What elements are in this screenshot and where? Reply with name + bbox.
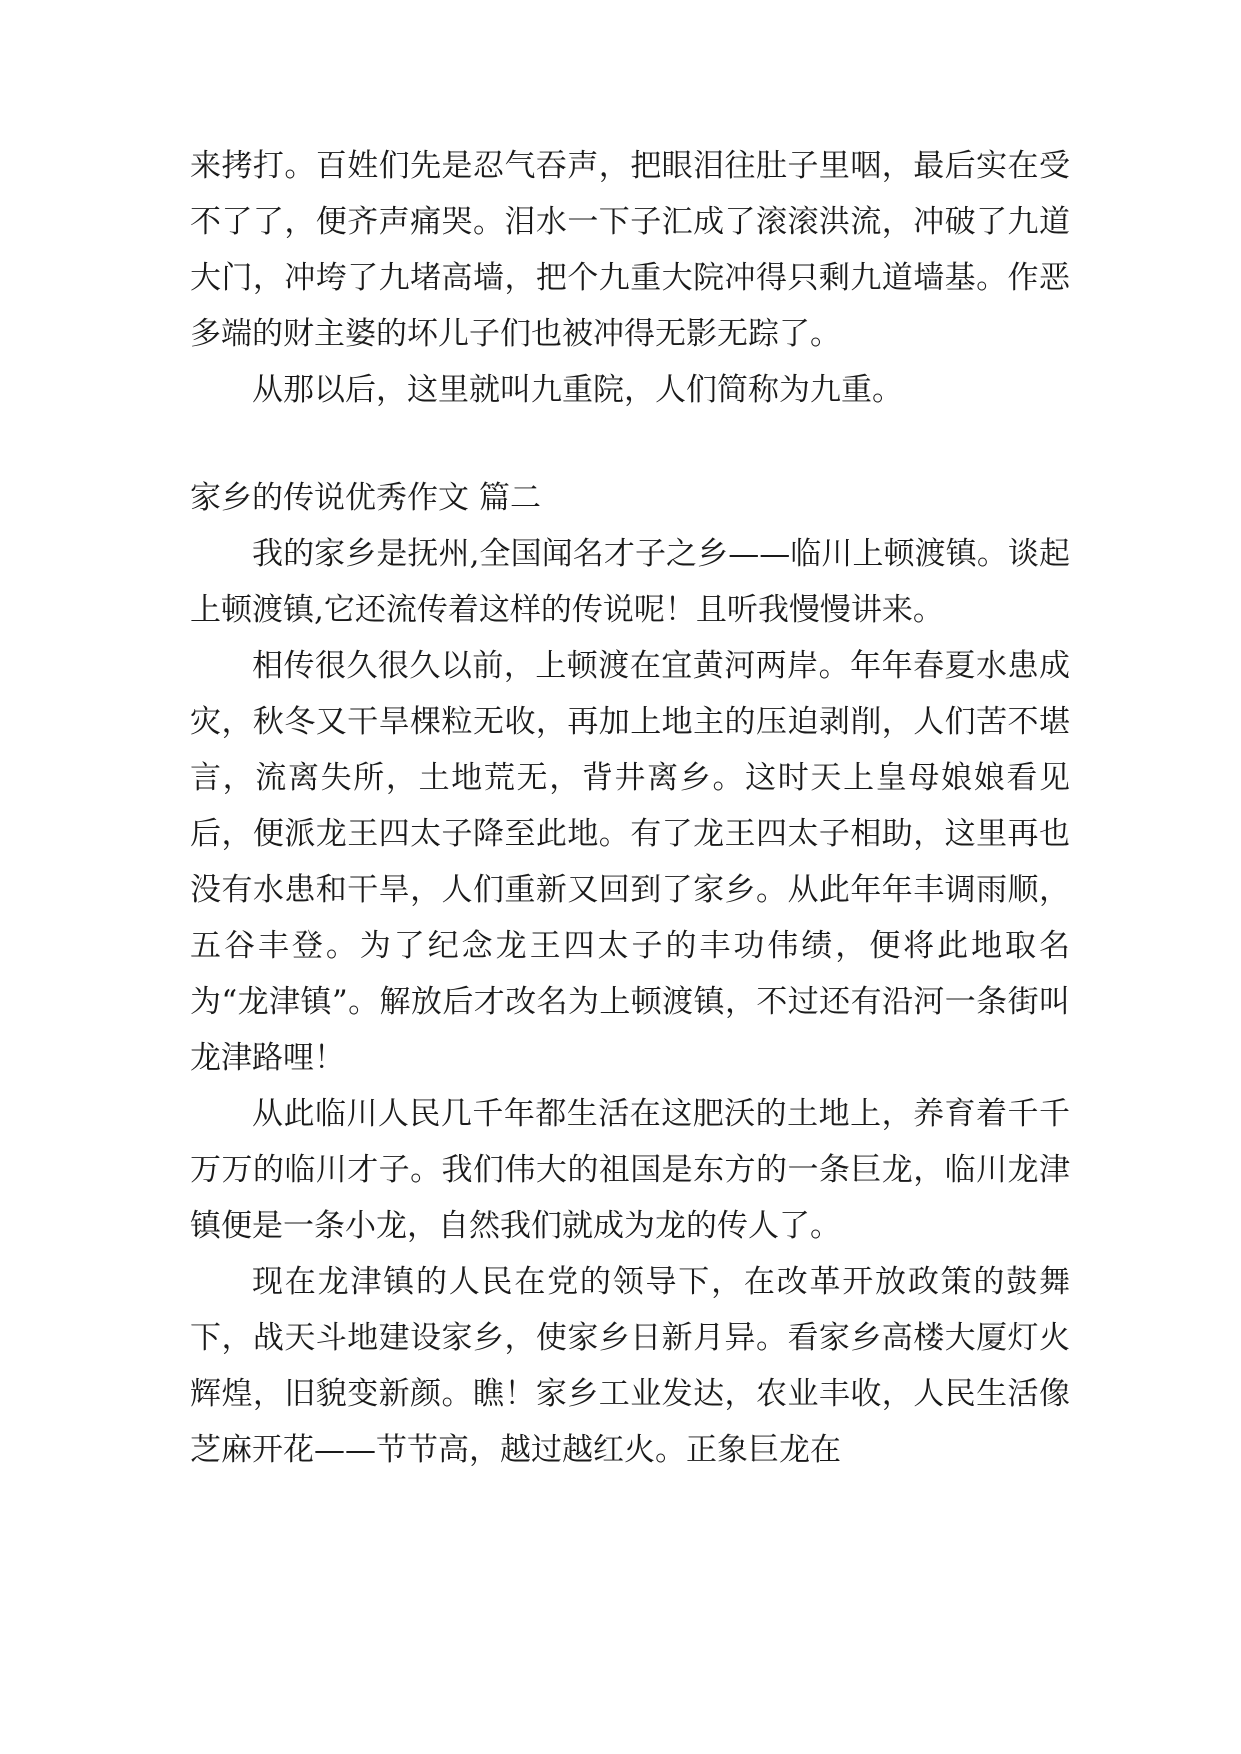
section-spacer: [190, 418, 1070, 470]
document-body: [190, 138, 1070, 1478]
section-heading: [190, 470, 1070, 526]
body-paragraph-4: 现在龙津镇的人民在党的领导下，在改革开放政策的鼓舞下，战天斗地建设家乡，使家乡日新月异。看家乡高楼大厦灯火辉煌，旧貌变新颜。瞧！家乡工业发达，农业丰收，人民生活像芝麻开花——节节高，越过越红火。正象巨龙在: [190, 1264, 1070, 1468]
closing-paragraph: 从那以后，这里就叫九重院，人们简称为九重。: [252, 372, 903, 408]
section-label: 篇二: [479, 480, 541, 516]
section-title: 家乡的传说优秀作文: [190, 480, 469, 516]
body-paragraph-3: 从此临川人民几千年都生活在这肥沃的土地上，养育着千千万万的临川才子。我们伟大的祖国是东方的一条巨龙，临川龙津镇便是一条小龙，自然我们就成为龙的传人了。: [190, 1096, 1070, 1244]
body-paragraph-2: 相传很久很久以前，上顿渡在宜黄河两岸。年年春夏水患成灾，秋冬又干旱棵粒无收，再加上地主的压迫剥削，人们苦不堪言，流离失所，土地荒无，背井离乡。这时天上皇母娘娘看见后，便派龙王四太子降至此地。有了龙王四太子相助，这里再也没有水患和干旱，人们重新又回到了家乡。从此年年丰调雨顺，五谷丰登。为了纪念龙王四太子的丰功伟绩，便将此地取名为“龙津镇”。解放后才改名为上顿渡镇，不过还有沿河一条街叫龙津路哩！: [190, 648, 1070, 1076]
continuation-paragraph: 来拷打。百姓们先是忍气吞声，把眼泪往肚子里咽，最后实在受不了了，便齐声痛哭。泪水一下子汇成了滚滚洪流，冲破了九道大门，冲垮了九堵高墙，把个九重大院冲得只剩九道墙基。作恶多端的财主婆的坏儿子们也被冲得无影无踪了。: [190, 148, 1070, 352]
body-paragraph-1: 我的家乡是抚州,全国闻名才子之乡——临川上顿渡镇。谈起上顿渡镇,它还流传着这样的传说呢！且听我慢慢讲来。: [190, 536, 1070, 628]
